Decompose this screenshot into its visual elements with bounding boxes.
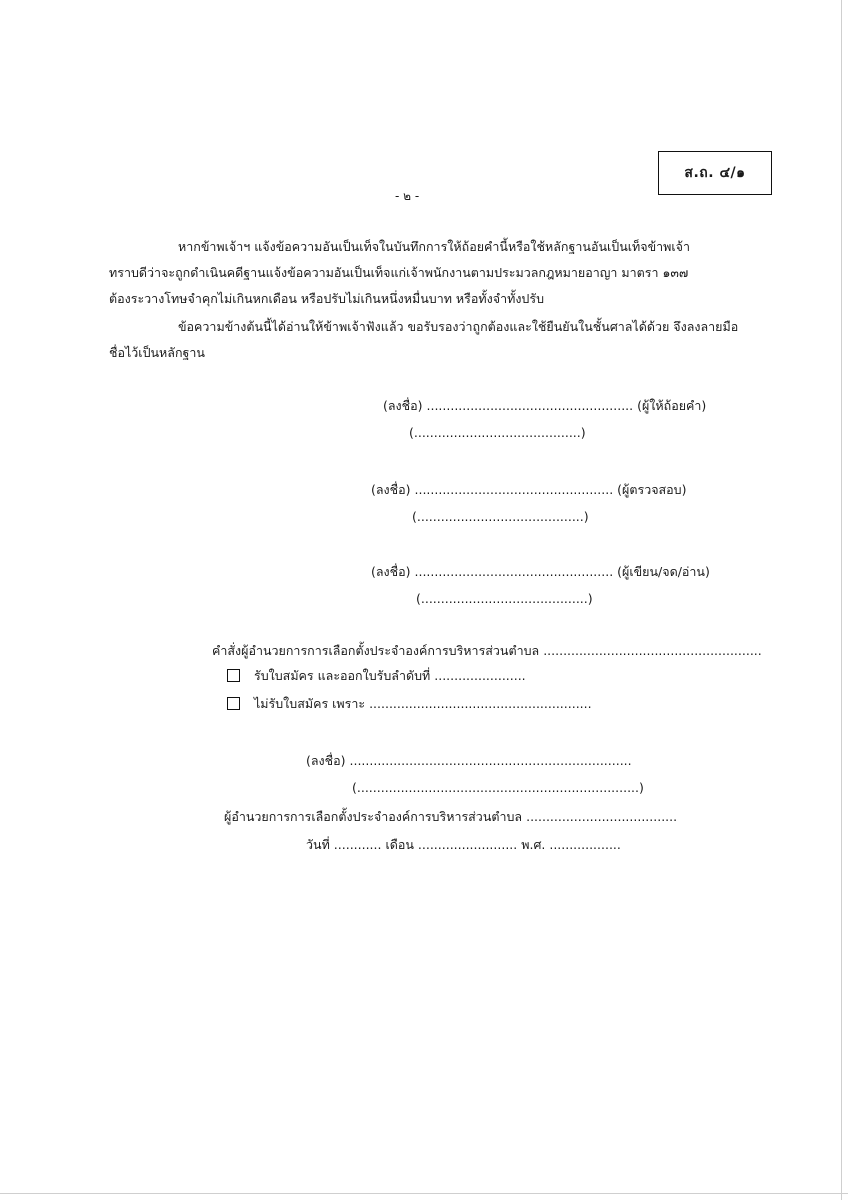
paragraph2-line2: ชื่อไว้เป็นหลักฐาน bbox=[109, 345, 205, 360]
date-day-label: วันที่ bbox=[306, 837, 330, 852]
signature-writer bbox=[371, 563, 710, 581]
signature-giver-name[interactable]: (..........................................) bbox=[409, 425, 586, 440]
sign-dots[interactable]: .................................................. bbox=[414, 564, 614, 579]
paragraph1-line1: หากข้าพเจ้าฯ แจ้งข้อความอันเป็นเท็จในบันทึกการให้ถ้อยคำนี้หรือใช้หลักฐานอันเป็นเท็จข้าพเจ้า bbox=[178, 239, 690, 254]
paragraph2-line1: ข้อความข้างต้นนี้ได้อ่านให้ข้าพเจ้าฟังแล้ว ขอรับรองว่าถูกต้องและใช้ยืนยันในชั้นศาลได้ด้วย จึงลงลายมือ bbox=[178, 319, 739, 334]
reject-checkbox[interactable] bbox=[227, 697, 240, 710]
page-edge-right bbox=[841, 0, 842, 1200]
director-title-dots[interactable]: ...................................... bbox=[526, 809, 678, 824]
sign-dots[interactable]: .................................................. bbox=[414, 482, 614, 497]
signer-role: (ผู้ให้ถ้อยคำ) bbox=[637, 398, 707, 413]
director-title-text: ผู้อำนวยการการเลือกตั้งประจำองค์การบริหารส่วนตำบล bbox=[224, 809, 523, 824]
form-code-box bbox=[658, 151, 772, 195]
paragraph1-line3: ต้องระวางโทษจำคุกไม่เกินหกเดือน หรือปรับไม่เกินหนึ่งหมื่นบาท หรือทั้งจำทั้งปรับ bbox=[109, 291, 545, 306]
order-title bbox=[212, 642, 762, 660]
date-month-dots[interactable]: ......................... bbox=[417, 837, 518, 852]
date-line bbox=[306, 836, 621, 854]
page-edge-bottom bbox=[0, 1193, 848, 1194]
option-reject-label: ไม่รับใบสมัคร เพราะ bbox=[254, 696, 366, 711]
sign-dots[interactable]: .................................................... bbox=[426, 398, 634, 413]
sign-dots[interactable]: ....................................................................... bbox=[349, 753, 632, 768]
signature-checker-name[interactable]: (..........................................) bbox=[412, 509, 589, 524]
option-accept-label: รับใบสมัคร และออกใบรับลำดับที่ bbox=[254, 668, 431, 683]
signer-role: (ผู้เขียน/จด/อ่าน) bbox=[617, 564, 710, 579]
date-year-dots[interactable]: .................. bbox=[549, 837, 621, 852]
paragraph1-line2: ทราบดีว่าจะถูกดำเนินคดีฐานแจ้งข้อความอันเป็นเท็จแก่เจ้าพนักงานตามประมวลกฎหมายอาญา มาตรา ๑๓๗ bbox=[109, 265, 689, 280]
option-reject-dots[interactable]: ........................................................ bbox=[369, 696, 592, 711]
date-month-label: เดือน bbox=[385, 837, 414, 852]
director-title bbox=[224, 808, 677, 826]
sign-label: (ลงชื่อ) bbox=[306, 753, 346, 768]
option-accept-dots[interactable]: ....................... bbox=[434, 668, 526, 683]
order-title-dots[interactable]: ....................................................... bbox=[543, 643, 762, 658]
sign-label: (ลงชื่อ) bbox=[383, 398, 423, 413]
director-signature bbox=[306, 752, 632, 770]
director-name[interactable]: (.......................................................................) bbox=[352, 780, 644, 795]
order-title-text: คำสั่งผู้อำนวยการการเลือกตั้งประจำองค์การบริหารส่วนตำบล bbox=[212, 643, 540, 658]
form-code: ส.ถ. ๔/๑ bbox=[684, 165, 746, 181]
signer-role: (ผู้ตรวจสอบ) bbox=[617, 482, 687, 497]
accept-checkbox[interactable] bbox=[227, 669, 240, 682]
date-day-dots[interactable]: ............ bbox=[333, 837, 382, 852]
signature-writer-name[interactable]: (..........................................) bbox=[416, 591, 593, 606]
page-number: - ๒ - bbox=[395, 189, 420, 203]
option-accept bbox=[254, 667, 526, 685]
sign-label: (ลงชื่อ) bbox=[371, 564, 411, 579]
date-year-label: พ.ศ. bbox=[521, 837, 546, 852]
sign-label: (ลงชื่อ) bbox=[371, 482, 411, 497]
signature-giver bbox=[383, 397, 706, 415]
option-reject bbox=[254, 695, 592, 713]
signature-checker bbox=[371, 481, 686, 499]
